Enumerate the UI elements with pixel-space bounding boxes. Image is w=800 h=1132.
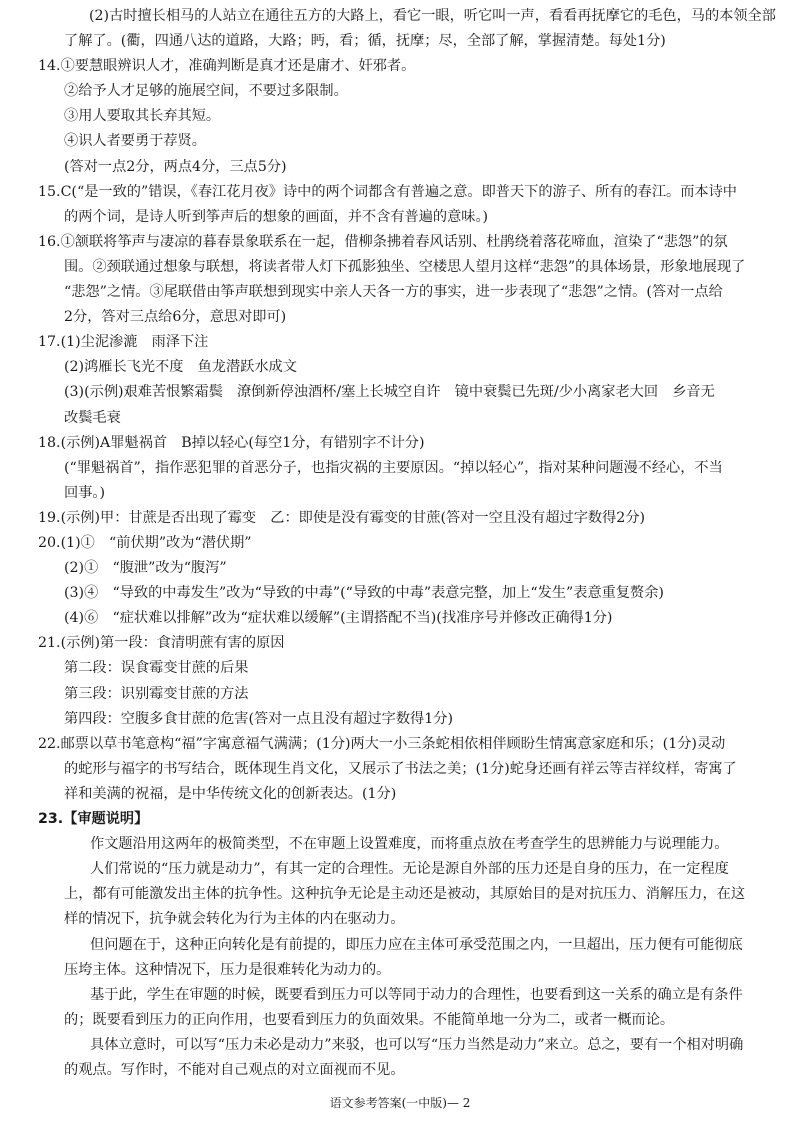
q15-line-1: 15.C(“是一致的”错误，《春江花月夜》诗中的两个词都含有普遍之意。即普天下的游子、所有的春江。而本诗中 <box>38 184 737 200</box>
q23-para-5-line-1: 具体立意时，可以写“压力未必是动力”来驳，也可以写“压力当然是动力”来立。总之，要有一个相对明确 <box>90 1037 744 1053</box>
q18-answer: 18.(示例)A罪魁祸首 B掉以轻心(每空1分，有错别字不计分) <box>38 435 425 451</box>
q23-para-3-line-1: 但问题在于，这种正向转化是有前提的，即压力应在主体可承受范围之内，一旦超出，压力便有可能彻底 <box>90 937 743 953</box>
q17-item-2: (2)鸿雁长飞光不度 鱼龙潜跃水成文 <box>64 359 297 375</box>
q23-para-2-line-1: 人们常说的“压力就是动力”，有其一定的合理性。无论是源自外部的压力还是自身的压力，在一定程度 <box>90 861 729 877</box>
q18-explanation-2: 回事。) <box>64 485 105 501</box>
q14-point-1: 14.①要慧眼辨识人才，准确判断是真才还是庸才、奸邪者。 <box>38 58 416 74</box>
q18-explanation-1: (“罪魁祸首”，指作恶犯罪的首恶分子，也指灾祸的主要原因。“掉以轻心”，指对某种问题漫不经心，不当 <box>64 460 723 476</box>
q13-translation-line-2: 了解了。(衢，四通八达的道路，大路；眄，看；循，抚摩；尽，全部了解，掌握清楚。每处1分) <box>64 33 666 49</box>
q21-para-1: 21.(示例)第一段：食清明蔗有害的原因 <box>38 635 285 651</box>
q20-item-2: (2)① “腹泄”改为“腹泻” <box>64 560 227 576</box>
q23-para-5-line-2: 的观点。写作时，不能对自己观点的对立面视而不见。 <box>64 1062 405 1078</box>
q20-item-1: 20.(1)① “前伏期”改为“潜伏期” <box>38 535 252 551</box>
q22-line-1: 22.邮票以草书笔意构“福”字寓意福气满满；(1分)两大一小三条蛇相依相伴顾盼生情寓意家庭和乐；(1分)灵动 <box>38 736 726 752</box>
q14-point-2: ②给予人才足够的施展空间，不要过多限制。 <box>64 83 348 99</box>
q23-para-2-line-2: 上，都有可能激发出主体的抗争性。这种抗争无论是主动还是被动，其原始目的是对抗压力、消解压力，在这 <box>64 886 746 902</box>
q21-para-3: 第三段：识别霉变甘蔗的方法 <box>64 686 249 702</box>
q16-line-1: 16.①颔联将筝声与凄凉的暮春景象联系在一起，借柳条拂着春风话别、杜鹃绕着落花啼血，渲染了“悲怨”的氛 <box>38 234 728 250</box>
q16-line-2: 围。②颈联通过想象与联想，将读者带人灯下孤影独坐、空楼思人望月这样“悲怨”的具体场景，形象地展现了 <box>64 259 746 275</box>
q13-translation-line-1: (2)古时擅长相马的人站立在通往五方的大路上，看它一眼，听它叫一声，看看再抚摩它的毛色，马的本领全部 <box>89 8 776 24</box>
q17-item-1: 17.(1)尘泥渗漉 雨泽下注 <box>38 334 209 350</box>
q15-line-2: 的两个词，是诗人听到筝声后的想象的画面，并不含有普遍的意味。) <box>64 209 489 225</box>
q23-para-4-line-2: 的；既要看到压力的正向作用，也要看到压力的负面效果。不能简单地一分为二，或者一概而论。 <box>64 1012 675 1028</box>
q23-para-2-line-3: 样的情况下，抗争就会转化为行为主体的内在驱动力。 <box>64 911 405 927</box>
q14-scoring: (答对一点2分，两点4分，三点5分) <box>64 159 287 175</box>
q19-answer: 19.(示例)甲：甘蔗是否出现了霉变 乙：即使是没有霉变的甘蔗(答对一空且没有超过字数得2分) <box>38 510 646 526</box>
page-footer: 语文参考答案(一中版)— 2 <box>329 1096 471 1110</box>
q22-line-3: 祥和美满的祝福，是中华传统文化的创新表达。(1分) <box>64 786 397 802</box>
q21-para-4: 第四段：空腹多食甘蔗的危害(答对一点且没有超过字数得1分) <box>64 711 453 727</box>
q23-para-4-line-1: 基于此，学生在审题的时候，既要看到压力可以等同于动力的合理性，也要看到这一关系的确立是有条件 <box>90 987 743 1003</box>
q21-para-2: 第二段：误食霉变甘蔗的后果 <box>64 660 249 676</box>
q16-line-4: 2分，答对三点给6分，意思对即可) <box>64 309 287 325</box>
q20-item-4: (4)⑥ “症状难以排解”改为“症状难以缓解”(主谓搭配不当)(找准序号并修改正确得1分) <box>64 610 613 626</box>
q14-point-4: ④识人者要勇于荐贤。 <box>64 133 206 149</box>
q14-point-3: ③用人要取其长弃其短。 <box>64 108 221 124</box>
q22-line-2: 的蛇形与福字的书写结合，既体现生肖文化，又展示了书法之美；(1分)蛇身还画有祥云等吉祥纹样，寄寓了 <box>64 761 737 777</box>
q23-heading: 23.【审题说明】 <box>38 811 149 827</box>
q17-item-3-cont: 改鬓毛衰 <box>64 410 121 426</box>
q16-line-3: “悲怨”之情。③尾联借由筝声联想到现实中亲人天各一方的事实，进一步表现了“悲怨”之情。(答对一点给 <box>64 284 723 300</box>
q20-item-3: (3)④ “导致的中毒发生”改为“导致的中毒”(“导致的中毒”表意完整，加上“发生”表意重复赘余) <box>64 585 664 601</box>
q23-para-1: 作文题沿用这两年的极简类型，不在审题上设置难度，而将重点放在考查学生的思辨能力与说理能力。 <box>90 836 729 852</box>
q23-para-3-line-2: 压垮主体。这种情况下，压力是很难转化为动力的。 <box>64 962 391 978</box>
q17-item-3: (3)(示例)艰难苦恨繁霜鬓 潦倒新停浊酒杯/塞上长城空自许 镜中衰鬓已先斑/少小离家老大回 乡音无 <box>64 384 715 400</box>
